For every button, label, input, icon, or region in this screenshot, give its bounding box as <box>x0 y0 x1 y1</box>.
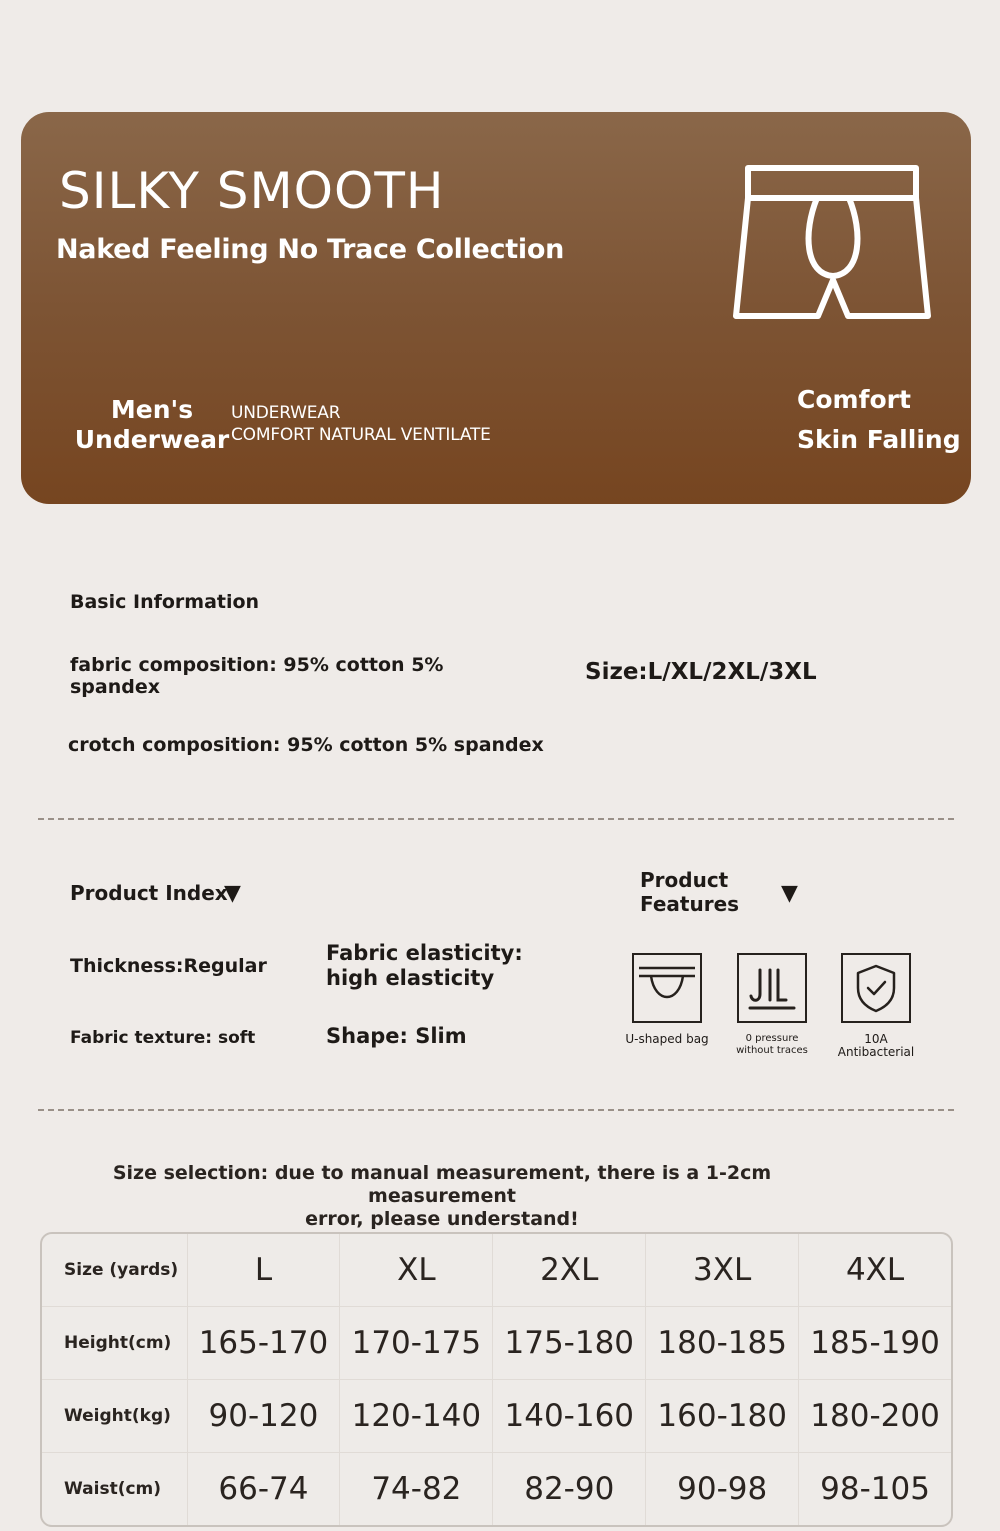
product-index-arrow-icon: ▼ <box>224 881 241 906</box>
zero-pressure-icon <box>737 953 807 1023</box>
table-cell: 2XL <box>493 1234 646 1306</box>
row-label: Weight(kg) <box>42 1379 187 1452</box>
table-cell: 160-180 <box>646 1379 799 1452</box>
table-row <box>42 1234 951 1306</box>
underwear-tagline <box>231 402 491 446</box>
note-line-2: error, please understand! <box>305 1208 579 1230</box>
feature-u-shaped-bag <box>617 953 717 1046</box>
feature-antibacterial <box>826 953 926 1059</box>
elasticity-line-1: Fabric elasticity: <box>326 941 523 965</box>
comfort-label <box>797 380 961 460</box>
table-cell: 185-190 <box>799 1306 951 1379</box>
row-label: Waist(cm) <box>42 1453 187 1525</box>
row-label: Size (yards) <box>42 1234 187 1306</box>
table-cell: 165-170 <box>187 1306 340 1379</box>
size-table-body <box>42 1234 951 1525</box>
table-cell: 180-200 <box>799 1379 951 1452</box>
size-selection-note <box>60 1162 824 1231</box>
table-cell: 98-105 <box>820 1471 930 1508</box>
fabric-composition-line-1: fabric composition: 95% cotton 5% <box>70 654 444 676</box>
underwear-line: Underwear <box>74 425 230 454</box>
caption-line-2: Antibacterial <box>837 1045 915 1059</box>
table-cell: L <box>187 1234 340 1306</box>
banner-subtitle: Naked Feeling No Trace Collection <box>56 234 564 265</box>
antibacterial-shield-icon <box>841 953 911 1023</box>
comfort-line-1: Comfort <box>797 385 911 414</box>
divider <box>38 1109 954 1111</box>
table-cell: 82-90 <box>493 1453 646 1525</box>
table-cell: XL <box>340 1234 493 1306</box>
caption-line-2: without traces <box>736 1045 808 1056</box>
table-cell: 90-120 <box>187 1379 340 1452</box>
banner-title: SILKY SMOOTH <box>59 162 445 220</box>
comfort-line-2: Skin Falling <box>797 425 961 454</box>
fabric-composition-line-2: spandex <box>70 676 160 698</box>
table-cell: 90-98 <box>646 1453 799 1525</box>
table-cell: 140-160 <box>493 1379 646 1452</box>
size-chart-table <box>40 1232 953 1527</box>
fabric-composition <box>70 654 470 698</box>
divider <box>38 818 954 820</box>
crotch-composition: crotch composition: 95% cotton 5% spandex <box>68 734 544 756</box>
row-label: Height(cm) <box>42 1306 187 1379</box>
mens-underwear-label <box>59 395 245 455</box>
table-row <box>42 1306 951 1379</box>
table-cell: 66-74 <box>187 1453 340 1525</box>
tagline-line-1: UNDERWEAR <box>231 403 341 423</box>
product-features-heading <box>640 868 740 916</box>
table-cell: 74-82 <box>340 1453 493 1525</box>
feature-caption <box>617 1033 717 1046</box>
caption-line-1: 0 pressure <box>745 1033 799 1044</box>
features-heading-line-1: Product <box>640 868 729 892</box>
basic-information-heading: Basic Information <box>70 591 260 613</box>
feature-caption <box>722 1033 822 1057</box>
table-cell: 180-185 <box>646 1306 799 1379</box>
product-features-arrow-icon: ▼ <box>781 881 798 906</box>
hero-banner <box>21 112 971 504</box>
shape-spec: Shape: Slim <box>326 1024 467 1048</box>
elasticity-line-2: high elasticity <box>326 966 495 990</box>
u-shaped-bag-icon <box>632 953 702 1023</box>
table-cell: 3XL <box>646 1234 799 1306</box>
texture-spec: Fabric texture: soft <box>70 1028 256 1048</box>
note-line-1: Size selection: due to manual measurement, there is a 1-2cm measurement <box>112 1162 772 1207</box>
boxer-shorts-icon <box>731 162 936 327</box>
table-row <box>42 1379 951 1452</box>
caption-line: U-shaped bag <box>625 1032 709 1046</box>
elasticity-spec <box>326 941 523 991</box>
mens-line: Men's <box>110 395 194 424</box>
tagline-line-2: COMFORT NATURAL VENTILATE <box>231 425 491 445</box>
features-heading-line-2: Features <box>640 892 740 916</box>
table-cell: 170-175 <box>340 1306 493 1379</box>
size-range: Size:L/XL/2XL/3XL <box>585 659 817 685</box>
product-index-heading: Product Index <box>70 881 228 905</box>
caption-line-1: 10A <box>864 1032 888 1046</box>
feature-caption <box>826 1033 926 1059</box>
feature-zero-pressure <box>722 953 822 1057</box>
table-row <box>42 1453 951 1525</box>
table-cell: 120-140 <box>340 1379 493 1452</box>
table-cell: 175-180 <box>493 1306 646 1379</box>
thickness-spec: Thickness:Regular <box>70 955 267 977</box>
table-cell: 4XL <box>799 1234 951 1306</box>
